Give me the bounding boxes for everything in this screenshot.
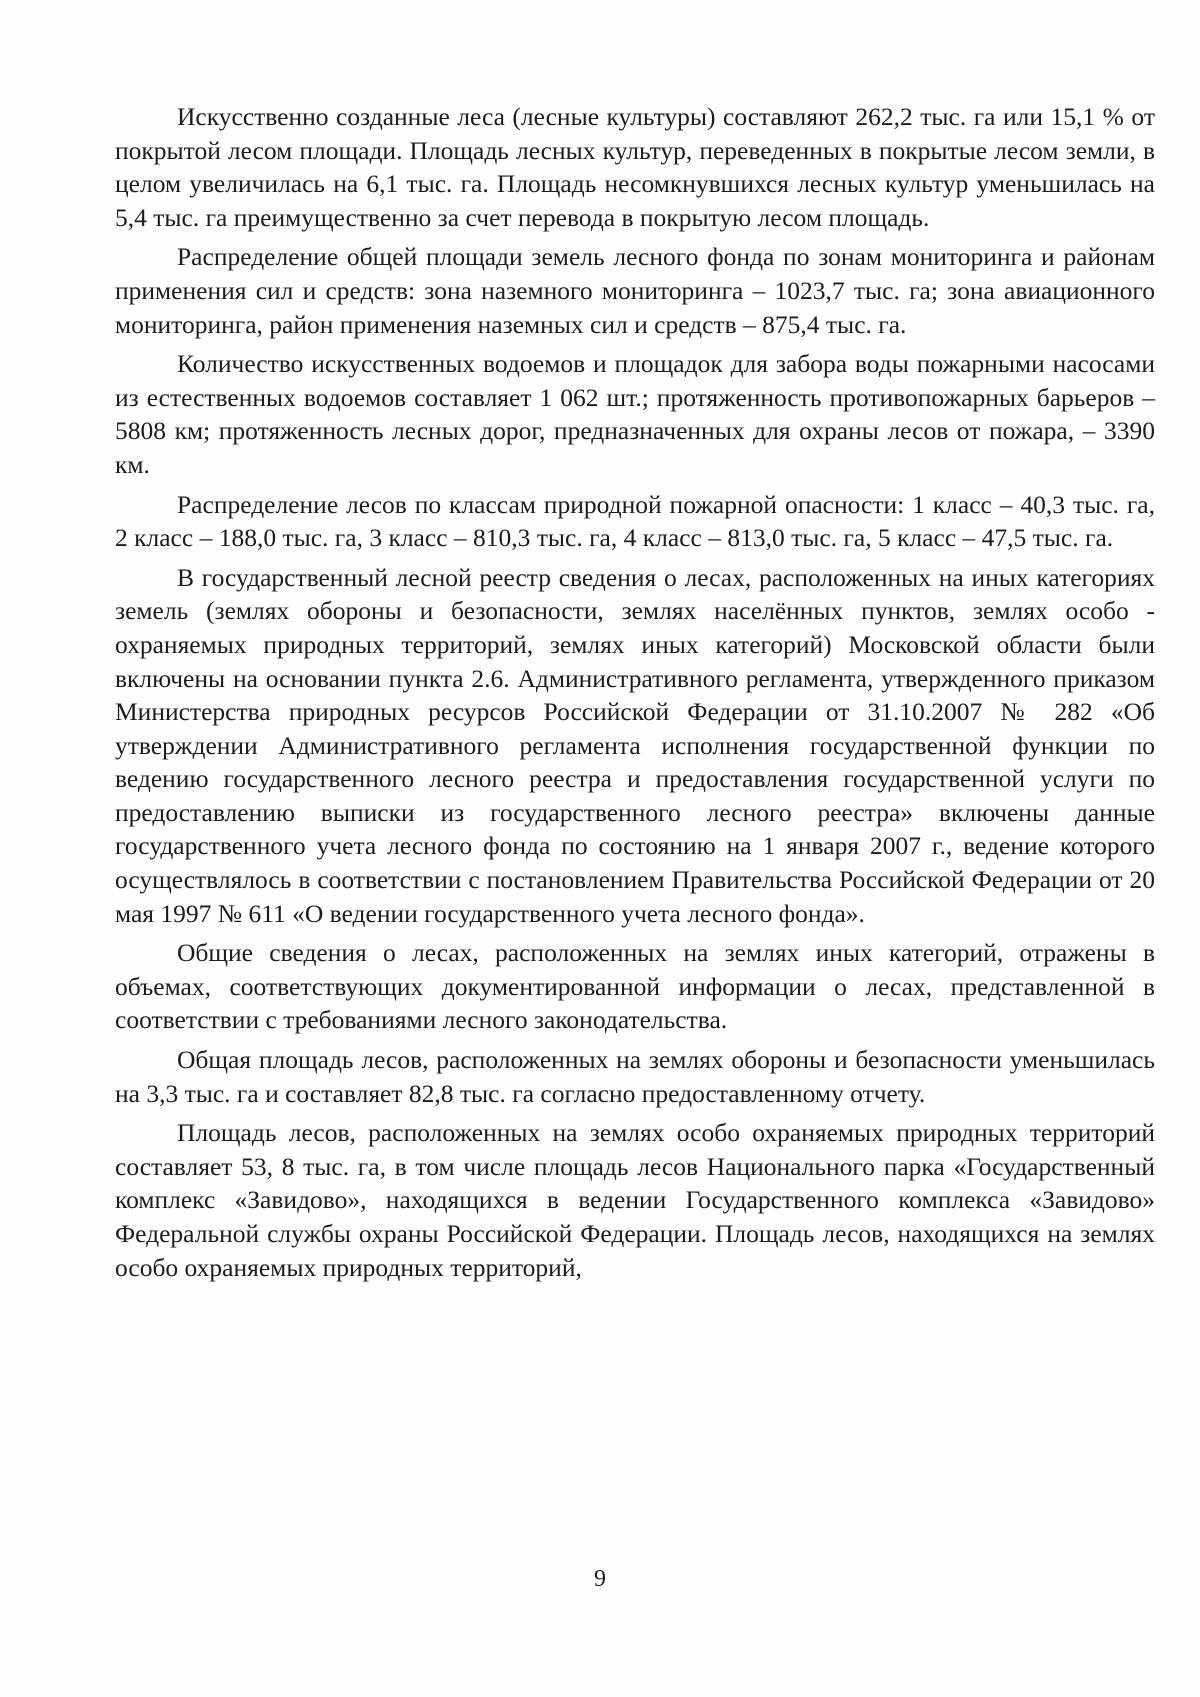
paragraph-forest-registry: В государственный лесной реестр сведения о лесах, расположенных на иных категориях земель (землях обороны и безопасности, землях населённых пунктов, землях особо - охраняемых природных территорий, землях иных категорий) Московской области были включены на основании пункта 2.6. Административного регламента, утвержденного приказом Министерства природных ресурсов Российской Федерации от 31.10.2007 № 282 «Об утверждении Административного регламента исполнения государственной функции по ведению государственного лесного реестра и предоставления государственной услуги по предоставлению выписки из государственного лесного реестра» включены данные государственного учета лесного фонда по состоянию на 1 января 2007 г., ведение которого осуществлялось в соответствии с постановлением Правительства Российской Федерации от 20 мая 1997 № 611 «О ведении государственного учета лесного фонда».	[115, 562, 1155, 928]
paragraph-fire-danger-classes: Распределение лесов по классам природной пожарной опасности: 1 класс – 40,3 тыс. га, 2 класс – 188,0 тыс. га, 3 класс – 810,3 тыс. га, 4 класс – 813,0 тыс. га, 5 класс – 47,5 тыс. га.	[115, 489, 1155, 553]
paragraph-forest-cultures: Искусственно созданные леса (лесные культуры) составляют 262,2 тыс. га или 15,1 % от покрытой лесом площади. Площадь лесных культур, переведенных в покрытые лесом земли, в целом увеличилась на 6,1 тыс. га. Площадь несомкнувшихся лесных культур уменьшилась на 5,4 тыс. га преимущественно за счет перевода в покрытую лесом площадь.	[115, 102, 1155, 232]
document-body	[115, 100, 1155, 1290]
paragraph-other-categories: Общие сведения о лесах, расположенных на землях иных категорий, отражены в объемах, соответствующих документированной информации о лесах, представленной в соответствии с требованиями лесного законодательства.	[115, 938, 1155, 1035]
paragraph-protected-territories: Площадь лесов, расположенных на землях особо охраняемых природных территорий составляет 53, 8 тыс. га, в том числе площадь лесов Национального парка «Государственный комплекс «Завидово», находящихся в ведении Государственного комплекса «Завидово» Федеральной службы охраны Российской Федерации. Площадь лесов, находящихся на землях особо охраняемых природных территорий,	[115, 1118, 1155, 1282]
paragraph-water-reservoirs: Количество искусственных водоемов и площадок для забора воды пожарными насосами из естественных водоемов составляет 1 062 шт.; протяженность противопожарных барьеров – 5808 км; протяженность лесных дорог, предназначенных для охраны лесов от пожара, – 3390 км.	[115, 349, 1155, 479]
page-number: 9	[594, 1566, 606, 1592]
paragraph-defense-lands: Общая площадь лесов, расположенных на землях обороны и безопасности уменьшилась на 3,3 тыс. га и составляет 82,8 тыс. га согласно предоставленному отчету.	[115, 1045, 1155, 1108]
paragraph-monitoring-zones: Распределение общей площади земель лесного фонда по зонам мониторинга и районам применения сил и средств: зона наземного мониторинга – 1023,7 тыс. га; зона авиационного мониторинга, район применения наземных сил и средств – 875,4 тыс. га.	[115, 242, 1155, 339]
